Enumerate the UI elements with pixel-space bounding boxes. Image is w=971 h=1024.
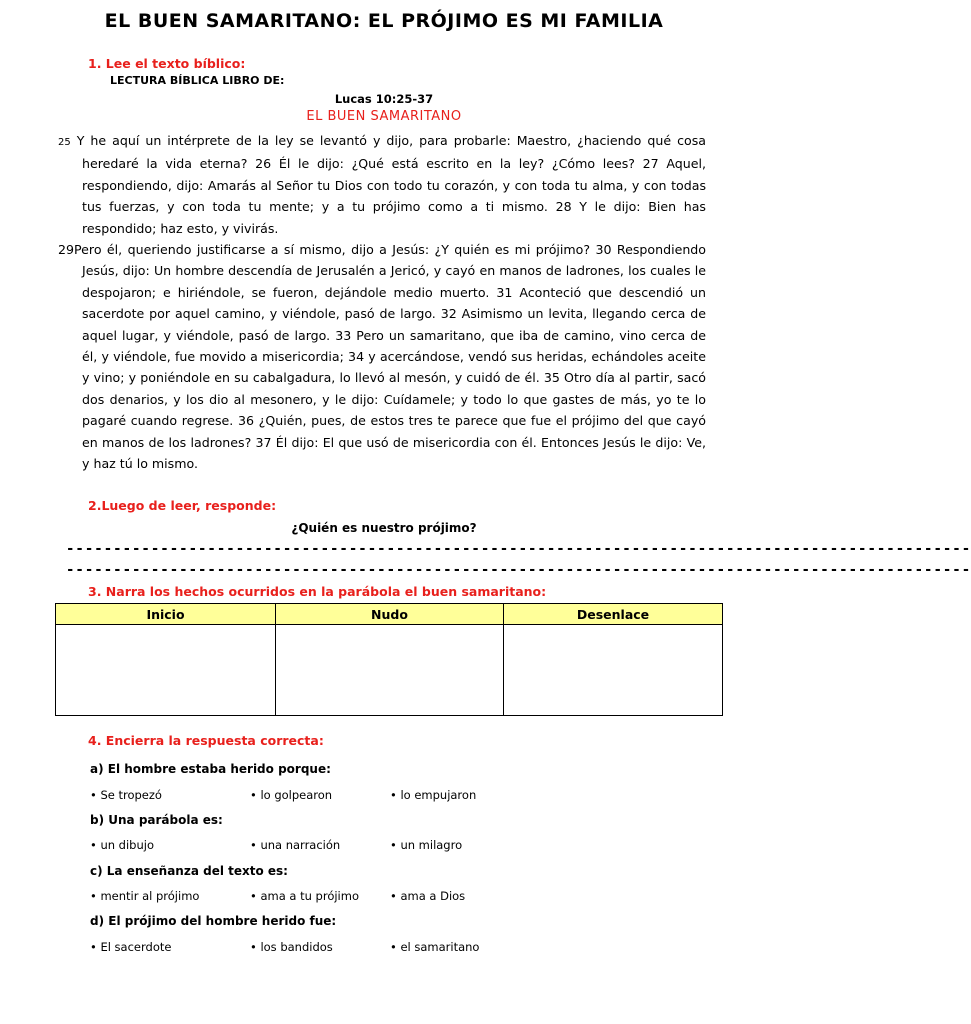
reading-subheading: LECTURA BÍBLICA LIBRO DE: xyxy=(110,74,285,87)
verse-number: 25 xyxy=(58,137,71,148)
column-header-nudo: Nudo xyxy=(276,604,504,625)
answer-line[interactable]: ------------------------------------------------------------------------------------------------ xyxy=(66,541,971,557)
nudo-cell[interactable] xyxy=(276,625,504,716)
answer-line[interactable]: ------------------------------------------------------------------------------------------------ xyxy=(66,562,971,578)
table-row xyxy=(56,625,723,716)
option-c2[interactable]: • ama a tu prójimo xyxy=(250,889,359,903)
section1-heading: 1. Lee el texto bíblico: xyxy=(88,56,246,71)
table-header-row xyxy=(56,604,723,625)
question-a: a) El hombre estaba herido porque: xyxy=(90,762,331,776)
column-header-inicio: Inicio xyxy=(56,604,276,625)
option-c3[interactable]: • ama a Dios xyxy=(390,889,466,903)
option-a1[interactable]: • Se tropezó xyxy=(90,788,162,802)
bible-reference: Lucas 10:25-37 xyxy=(334,92,434,106)
option-b1[interactable]: • un dibujo xyxy=(90,838,154,852)
option-a2[interactable]: • lo golpearon xyxy=(250,788,333,802)
desenlace-cell[interactable] xyxy=(504,625,723,716)
passage-paragraph: 29Pero él, queriendo justificarse a sí mismo, dijo a Jesús: ¿Y quién es mi prójimo? 30 Respondiendo Jesús, dijo: Un hombre descendía de Jerusalén a Jericó, y cayó en manos de ladrones, los cuales le despojaron; e hiriéndole, se fueron, dejándole medio muerto. 31 Aconteció que descendió un sacerdote por aquel camino, y viéndole, pasó de largo. 32 Asimismo un levita, llegando cerca de aquel lugar, y viéndole, pasó de largo. 33 Pero un samaritano, que iba de camino, vino cerca de él, y viéndole, fue movido a misericordia; 34 y acercándose, vendó sus heridas, echándoles aceite y vino; y poniéndole en su cabalgadura, lo llevó al mesón, y cuidó de él. 35 Otro día al partir, sacó dos denarios, y los dio al mesonero, y le dijo: Cuídamele; y todo lo que gastes de más, yo te lo pagaré cuando regrese. 36 ¿Quién, pues, de estos tres te parece que fue el prójimo del que cayó en manos de los ladrones? 37 Él dijo: El que usó de misericordia con él. Entonces Jesús le dijo: Ve, y haz tú lo mismo. xyxy=(58,242,706,472)
option-a3[interactable]: • lo empujaron xyxy=(390,788,477,802)
inicio-cell[interactable] xyxy=(56,625,276,716)
question-d: d) El prójimo del hombre herido fue: xyxy=(90,914,337,928)
question-b: b) Una parábola es: xyxy=(90,813,223,827)
page-title: EL BUEN SAMARITANO: EL PRÓJIMO ES MI FAMILIA xyxy=(104,10,664,32)
section2-heading: 2.Luego de leer, responde: xyxy=(88,498,277,513)
section4-heading: 4. Encierra la respuesta correcta: xyxy=(88,733,324,748)
option-b2[interactable]: • una narración xyxy=(250,838,341,852)
passage-title: EL BUEN SAMARITANO xyxy=(306,109,462,124)
section3-heading: 3. Narra los hechos ocurridos en la parábola el buen samaritano: xyxy=(88,584,547,599)
option-c1[interactable]: • mentir al prójimo xyxy=(90,889,200,903)
column-header-desenlace: Desenlace xyxy=(504,604,723,625)
passage-paragraph: 25 Y he aquí un intérprete de la ley se levantó y dijo, para probarle: Maestro, ¿haciendo qué cosa heredaré la vida eterna? 26 Él le dijo: ¿Qué está escrito en la ley? ¿Cómo lees? 27 Aquel, respondiendo, dijo: Amarás al Señor tu Dios con todo tu corazón, y con toda tu alma, y con todas tus fuerzas, y con toda tu mente; y a tu prójimo como a ti mismo. 28 Y le dijo: Bien has respondido; haz esto, y vivirás. xyxy=(58,133,706,236)
option-d1[interactable]: • El sacerdote xyxy=(90,940,172,954)
option-b3[interactable]: • un milagro xyxy=(390,838,463,852)
option-d2[interactable]: • los bandidos xyxy=(250,940,333,954)
narrative-table xyxy=(55,603,723,716)
question-c: c) La enseñanza del texto es: xyxy=(90,864,288,878)
bible-passage xyxy=(58,130,706,475)
verse-number: 29 xyxy=(58,242,75,258)
section2-question: ¿Quién es nuestro prójimo? xyxy=(291,521,477,535)
option-d3[interactable]: • el samaritano xyxy=(390,940,480,954)
